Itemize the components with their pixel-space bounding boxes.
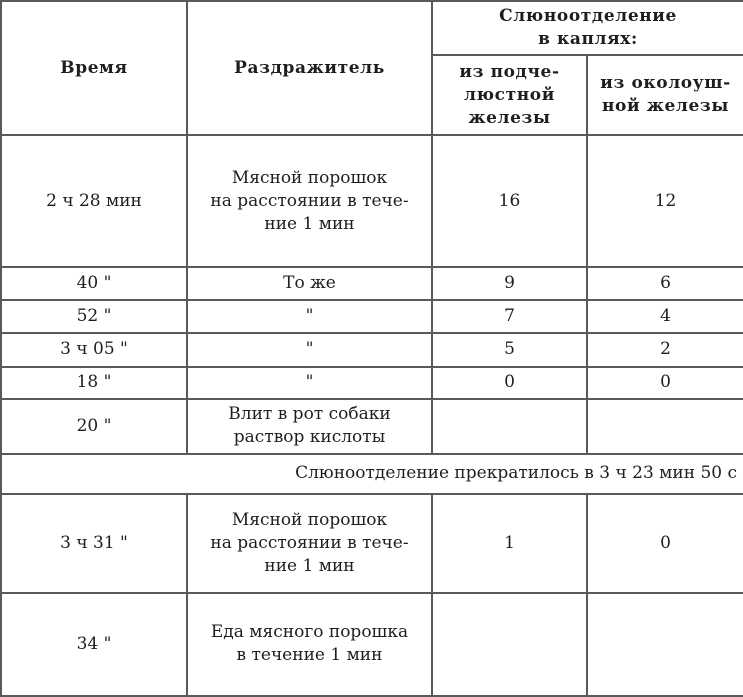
cell-stimulus: ": [187, 333, 432, 366]
cell-stimulus: [187, 494, 432, 593]
cell-stimulus: [187, 135, 432, 267]
table-row: [1, 333, 743, 366]
stimulus-line: на расстоянии в тече-: [210, 190, 409, 211]
cell-parotid: 12: [587, 135, 743, 267]
stimulus-line: ние 1 мин: [264, 555, 355, 576]
cell-submandibular: 16: [432, 135, 587, 267]
cell-parotid: [587, 399, 743, 454]
table-row: [1, 367, 743, 399]
cell-time: 3 ч 31 ": [1, 494, 187, 593]
header-parotid-line: ной железы: [602, 96, 729, 117]
cell-stimulus: [187, 399, 432, 454]
table-row: [1, 300, 743, 333]
header-parotid: [587, 55, 743, 135]
table-row: [1, 267, 743, 300]
cell-submandibular: 7: [432, 300, 587, 333]
header-submandibular: [432, 55, 587, 135]
header-salivation-group: [432, 1, 743, 55]
header-salivation-line: Слюноотделение: [499, 6, 677, 27]
header-row-1: [1, 1, 743, 55]
stimulus-line: Мясной порошок: [231, 509, 388, 530]
cell-time: 18 ": [1, 367, 187, 399]
table-row: [1, 135, 743, 267]
cell-time: 52 ": [1, 300, 187, 333]
cell-stimulus: То же: [187, 267, 432, 300]
cell-parotid: 4: [587, 300, 743, 333]
cell-submandibular: [432, 399, 587, 454]
header-submandibular-line: железы: [468, 107, 551, 128]
stimulus-line: раствор кислоты: [233, 427, 386, 448]
cell-parotid: 0: [587, 367, 743, 399]
cell-parotid: 0: [587, 494, 743, 593]
table-row: [1, 593, 743, 696]
cell-time: 2 ч 28 мин: [1, 135, 187, 267]
stimulus-line: на расстоянии в тече-: [210, 532, 409, 553]
cell-parotid: 6: [587, 267, 743, 300]
table-row: [1, 399, 743, 454]
cell-time: 40 ": [1, 267, 187, 300]
cell-submandibular: 9: [432, 267, 587, 300]
header-stimulus: Раздражитель: [187, 1, 432, 135]
header-salivation-line: в каплях:: [538, 29, 638, 50]
stimulus-line: Мясной порошок: [231, 167, 388, 188]
table-row: [1, 494, 743, 593]
cell-stimulus: ": [187, 367, 432, 399]
stimulus-line: в течение 1 мин: [236, 645, 383, 666]
stimulus-line: ние 1 мин: [264, 213, 355, 234]
cell-stimulus: ": [187, 300, 432, 333]
cell-time: 20 ": [1, 399, 187, 454]
cell-submandibular: 1: [432, 494, 587, 593]
stimulus-line: Влит в рот собаки: [228, 404, 391, 425]
cell-stimulus: [187, 593, 432, 696]
cell-submandibular: 5: [432, 333, 587, 366]
header-submandibular-line: из подче-: [459, 61, 560, 82]
cell-time: 34 ": [1, 593, 187, 696]
header-submandibular-line: люстной: [464, 84, 555, 105]
cell-parotid: 2: [587, 333, 743, 366]
cell-time: 3 ч 05 ": [1, 333, 187, 366]
header-parotid-line: из околоуш-: [600, 73, 731, 94]
stimulus-line: Еда мясного порошка: [210, 622, 409, 643]
cell-parotid: [587, 593, 743, 696]
cell-submandibular: [432, 593, 587, 696]
note-salivation-stopped: Слюноотделение прекратилось в 3 ч 23 мин 50 с: [1, 454, 743, 494]
cell-submandibular: 0: [432, 367, 587, 399]
note-row: [1, 454, 743, 494]
header-time: Время: [1, 1, 187, 135]
